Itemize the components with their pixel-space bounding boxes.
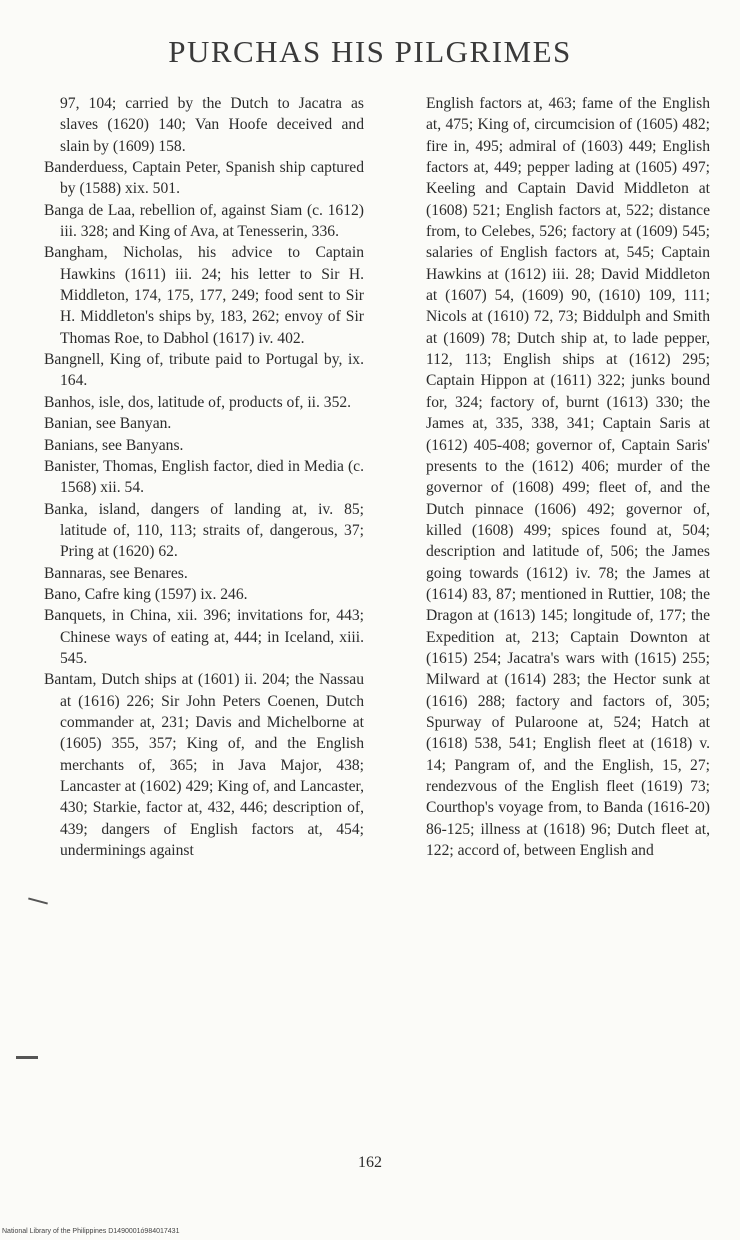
- running-head: PURCHAS HIS PILGRIMES: [168, 34, 572, 69]
- index-entry-banderduess: Banderduess, Captain Peter, Spanish ship captured by (1588) xix. 501.: [44, 159, 364, 198]
- right-column: [410, 93, 710, 861]
- index-entry-banian: Banian, see Banyan.: [44, 415, 172, 433]
- left-column: [44, 93, 364, 861]
- margin-pencil-mark: [28, 897, 48, 904]
- margin-pencil-mark: [16, 1056, 38, 1059]
- index-entry-banka: Banka, island, dangers of landing at, iv. 85; latitude of, 110, 113; straits of, dangerous, 37; Pring at (1620) 62.: [44, 500, 364, 561]
- index-entry-banga-de-laa: Banga de Laa, rebellion of, against Siam (c. 1612) iii. 328; and King of Ava, at Tenesserin, 336.: [44, 201, 364, 241]
- page-number: 162: [358, 1154, 382, 1171]
- index-entry-bannaras: Bannaras, see Benares.: [44, 564, 188, 582]
- index-entry-bangham: Bangham, Nicholas, his advice to Captain Hawkins (1611) iii. 24; his letter to Sir H. Middleton, 174, 175, 177, 249; food sent to Sir H. Middleton's ships by, 183, 262; envoy of Sir Thomas Roe, to Dabhol (1617) iv. 402.: [44, 244, 364, 347]
- index-entry-bantam-continued: English factors at, 463; fame of the English at, 475; King of, circumcision of (1605) 482; fire in, 495; admiral of (1603) 449; English factors at, 449; pepper lading at (1605) 497; Keeling and Captain David Middleton at (1608) 521; English factors at, 522; distance from, to Celebes, 526; factory at (1609) 545; salaries of English factors at, 545; Captain Hawkins at (1612) iii. 28; David Middleton at (1607) 54, (1609) 90, (1610) 109, 111; Nicols at (1610) 72, 73; Biddulph and Smith at (1609) 78; Dutch ship at, to lade pepper, 112, 113; English ships at (1612) 295; Captain Hippon at (1611) 322; junks bound for, 324; factory of, burnt (1613) 330; the James at, 335, 338, 341; Captain Saris at (1612) 405-408; governor of, Captain Saris' presents to the (1612) 406; murder of the governor of (1608) 499; fleet of, and the Dutch pinnace (1606) 492; governor of, killed (1608) 499; spices found at, 504; description and latitude of, 506; the James going towards (1612) iv. 78; the James at (1614) 83, 87; mentioned in Ruttier, 108; the Dragon at (1613) 145; longitude of, 177; the Expedition at, 213; Captain Downton at (1615) 254; Jacatra's wars with (1615) 255; Milward at (1614) 283; the Hector sunk at (1616) 288; factory and factors of, 305; Spurway of Pularoone at, 524; Hatch at (1618) 538, 541; English fleet at (1618) v. 14; Pangram of, and the English, 15, 27; rendezvous of the English fleet (1619) 73; Courthop's voyage from, to Banda (1616-20) 86-125; illness at (1618) 96; Dutch fleet at, 122; accord of, between English and: [426, 95, 710, 860]
- index-entry-bangnell: Bangnell, King of, tribute paid to Portugal by, ix. 164.: [44, 351, 364, 390]
- index-entry-banians: Banians, see Banyans.: [44, 436, 184, 454]
- index-entry-banhos: Banhos, isle, dos, latitude of, products of, ii. 352.: [44, 393, 352, 411]
- library-stamp: National Library of the Philippines D1490001ó984017431: [2, 1228, 180, 1235]
- index-entry-banquets: Banquets, in China, xii. 396; invitations for, 443; Chinese ways of eating at, 444; in Iceland, xiii. 545.: [44, 607, 364, 667]
- index-entry-continuation: 97, 104; carried by the Dutch to Jacatra as slaves (1620) 140; Van Hoofe deceived and slain by (1609) 158.: [60, 95, 364, 155]
- index-entry-bantam: Bantam, Dutch ships at (1601) ii. 204; the Nassau at (1616) 226; Sir John Peters Coenen, Dutch commander at, 231; Davis and Michelborne at (1605) 355, 357; King of, and the English merchants of, 365; in Java Major, 438; Lancaster at (1602) 429; King of, and Lancaster, 430; Starkie, factor at, 432, 446; description of, 439; dangers of English factors at, 454; underminings against: [44, 671, 364, 860]
- index-entry-bano: Bano, Cafre king (1597) ix. 246.: [44, 585, 248, 603]
- index-entry-banister: Banister, Thomas, English factor, died in Media (c. 1568) xii. 54.: [44, 457, 364, 497]
